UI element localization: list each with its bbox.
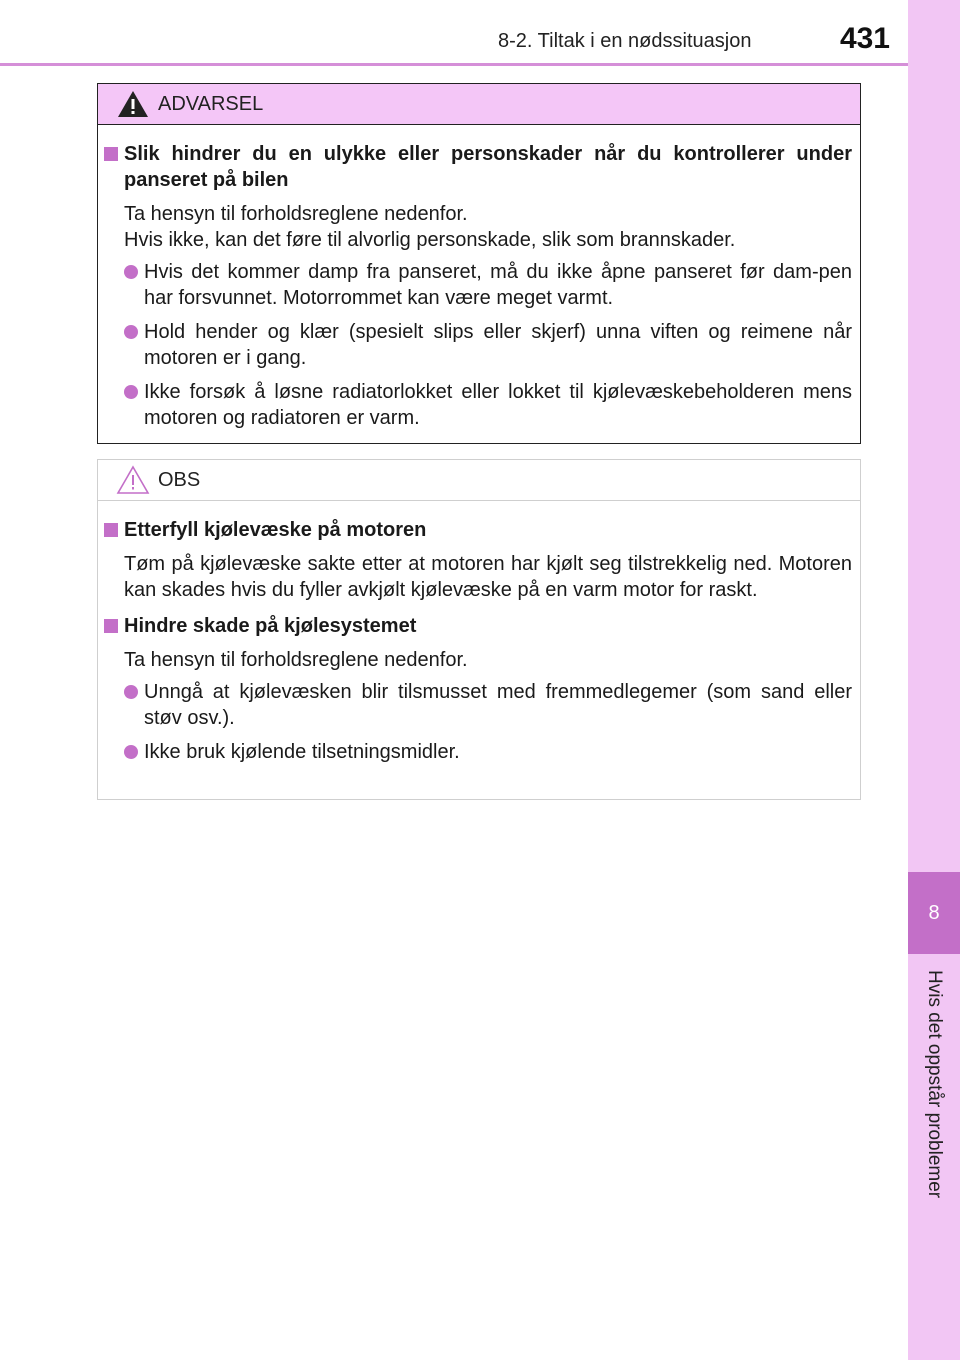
circle-bullet-icon (124, 385, 138, 399)
circle-bullet-icon (124, 265, 138, 279)
notice-section (104, 613, 852, 765)
warning-label: ADVARSEL (158, 92, 264, 115)
square-bullet-icon (104, 619, 118, 633)
section-title: Slik hindrer du en ulykke eller personskader når du kontrollerer under panseret på bilen (104, 141, 852, 193)
notice-section (104, 517, 852, 603)
notice-triangle-outline-icon (116, 465, 150, 495)
list-item: Hold hender og klær (spesielt slips eller skjerf) unna viften og reimene når motoren er i gang. (124, 319, 852, 371)
chapter-number: 8 (928, 901, 940, 924)
bullet-list (124, 259, 852, 431)
header-divider (0, 63, 908, 66)
warning-header (98, 84, 860, 125)
notice-header (98, 460, 860, 501)
list-item: Ikke bruk kjølende tilsetningsmidler. (124, 739, 852, 765)
notice-body (98, 501, 860, 765)
square-bullet-icon (104, 147, 118, 161)
paragraph: Ta hensyn til forholdsreglene nedenfor. Hvis ikke, kan det føre til alvorlig personskade, slik som brannskader. (124, 203, 736, 251)
header-section-title: 8-2. Tiltak i en nødssituasjon (498, 30, 752, 52)
warning-section (104, 141, 852, 431)
list-item: Unngå at kjølevæsken blir tilsmusset med fremmedlegemer (som sand eller støv osv.). (124, 679, 852, 731)
circle-bullet-icon (124, 325, 138, 339)
notice-label: OBS (158, 468, 201, 491)
section-title: Hindre skade på kjølesystemet (104, 613, 852, 639)
paragraph: Ta hensyn til forholdsreglene nedenfor. (124, 649, 468, 671)
notice-box (97, 459, 861, 800)
section-title: Etterfyll kjølevæske på motoren (104, 517, 852, 543)
circle-bullet-icon (124, 745, 138, 759)
warning-body (98, 125, 860, 431)
list-item: Hvis det kommer damp fra panseret, må du ikke åpne panseret før dam-pen har forsvunnet. Motorrommet kan være meget varmt. (124, 259, 852, 311)
page-number: 431 (839, 22, 890, 55)
bullet-list (124, 679, 852, 765)
chapter-number-tab[interactable] (908, 872, 960, 954)
warning-box (97, 83, 861, 444)
circle-bullet-icon (124, 685, 138, 699)
square-bullet-icon (104, 523, 118, 537)
chapter-title: Hvis det oppstår problemer (924, 970, 945, 1199)
list-item: Ikke forsøk å løsne radiatorlokket eller lokket til kjølevæskebeholderen mens motoren og radiatoren er varm. (124, 379, 852, 431)
paragraph: Tøm på kjølevæske sakte etter at motoren har kjølt seg tilstrekkelig ned. Motoren kan skades hvis du fyller avkjølt kjølevæske på en varm motor for raskt. (124, 553, 852, 601)
warning-triangle-filled-icon (116, 89, 150, 119)
